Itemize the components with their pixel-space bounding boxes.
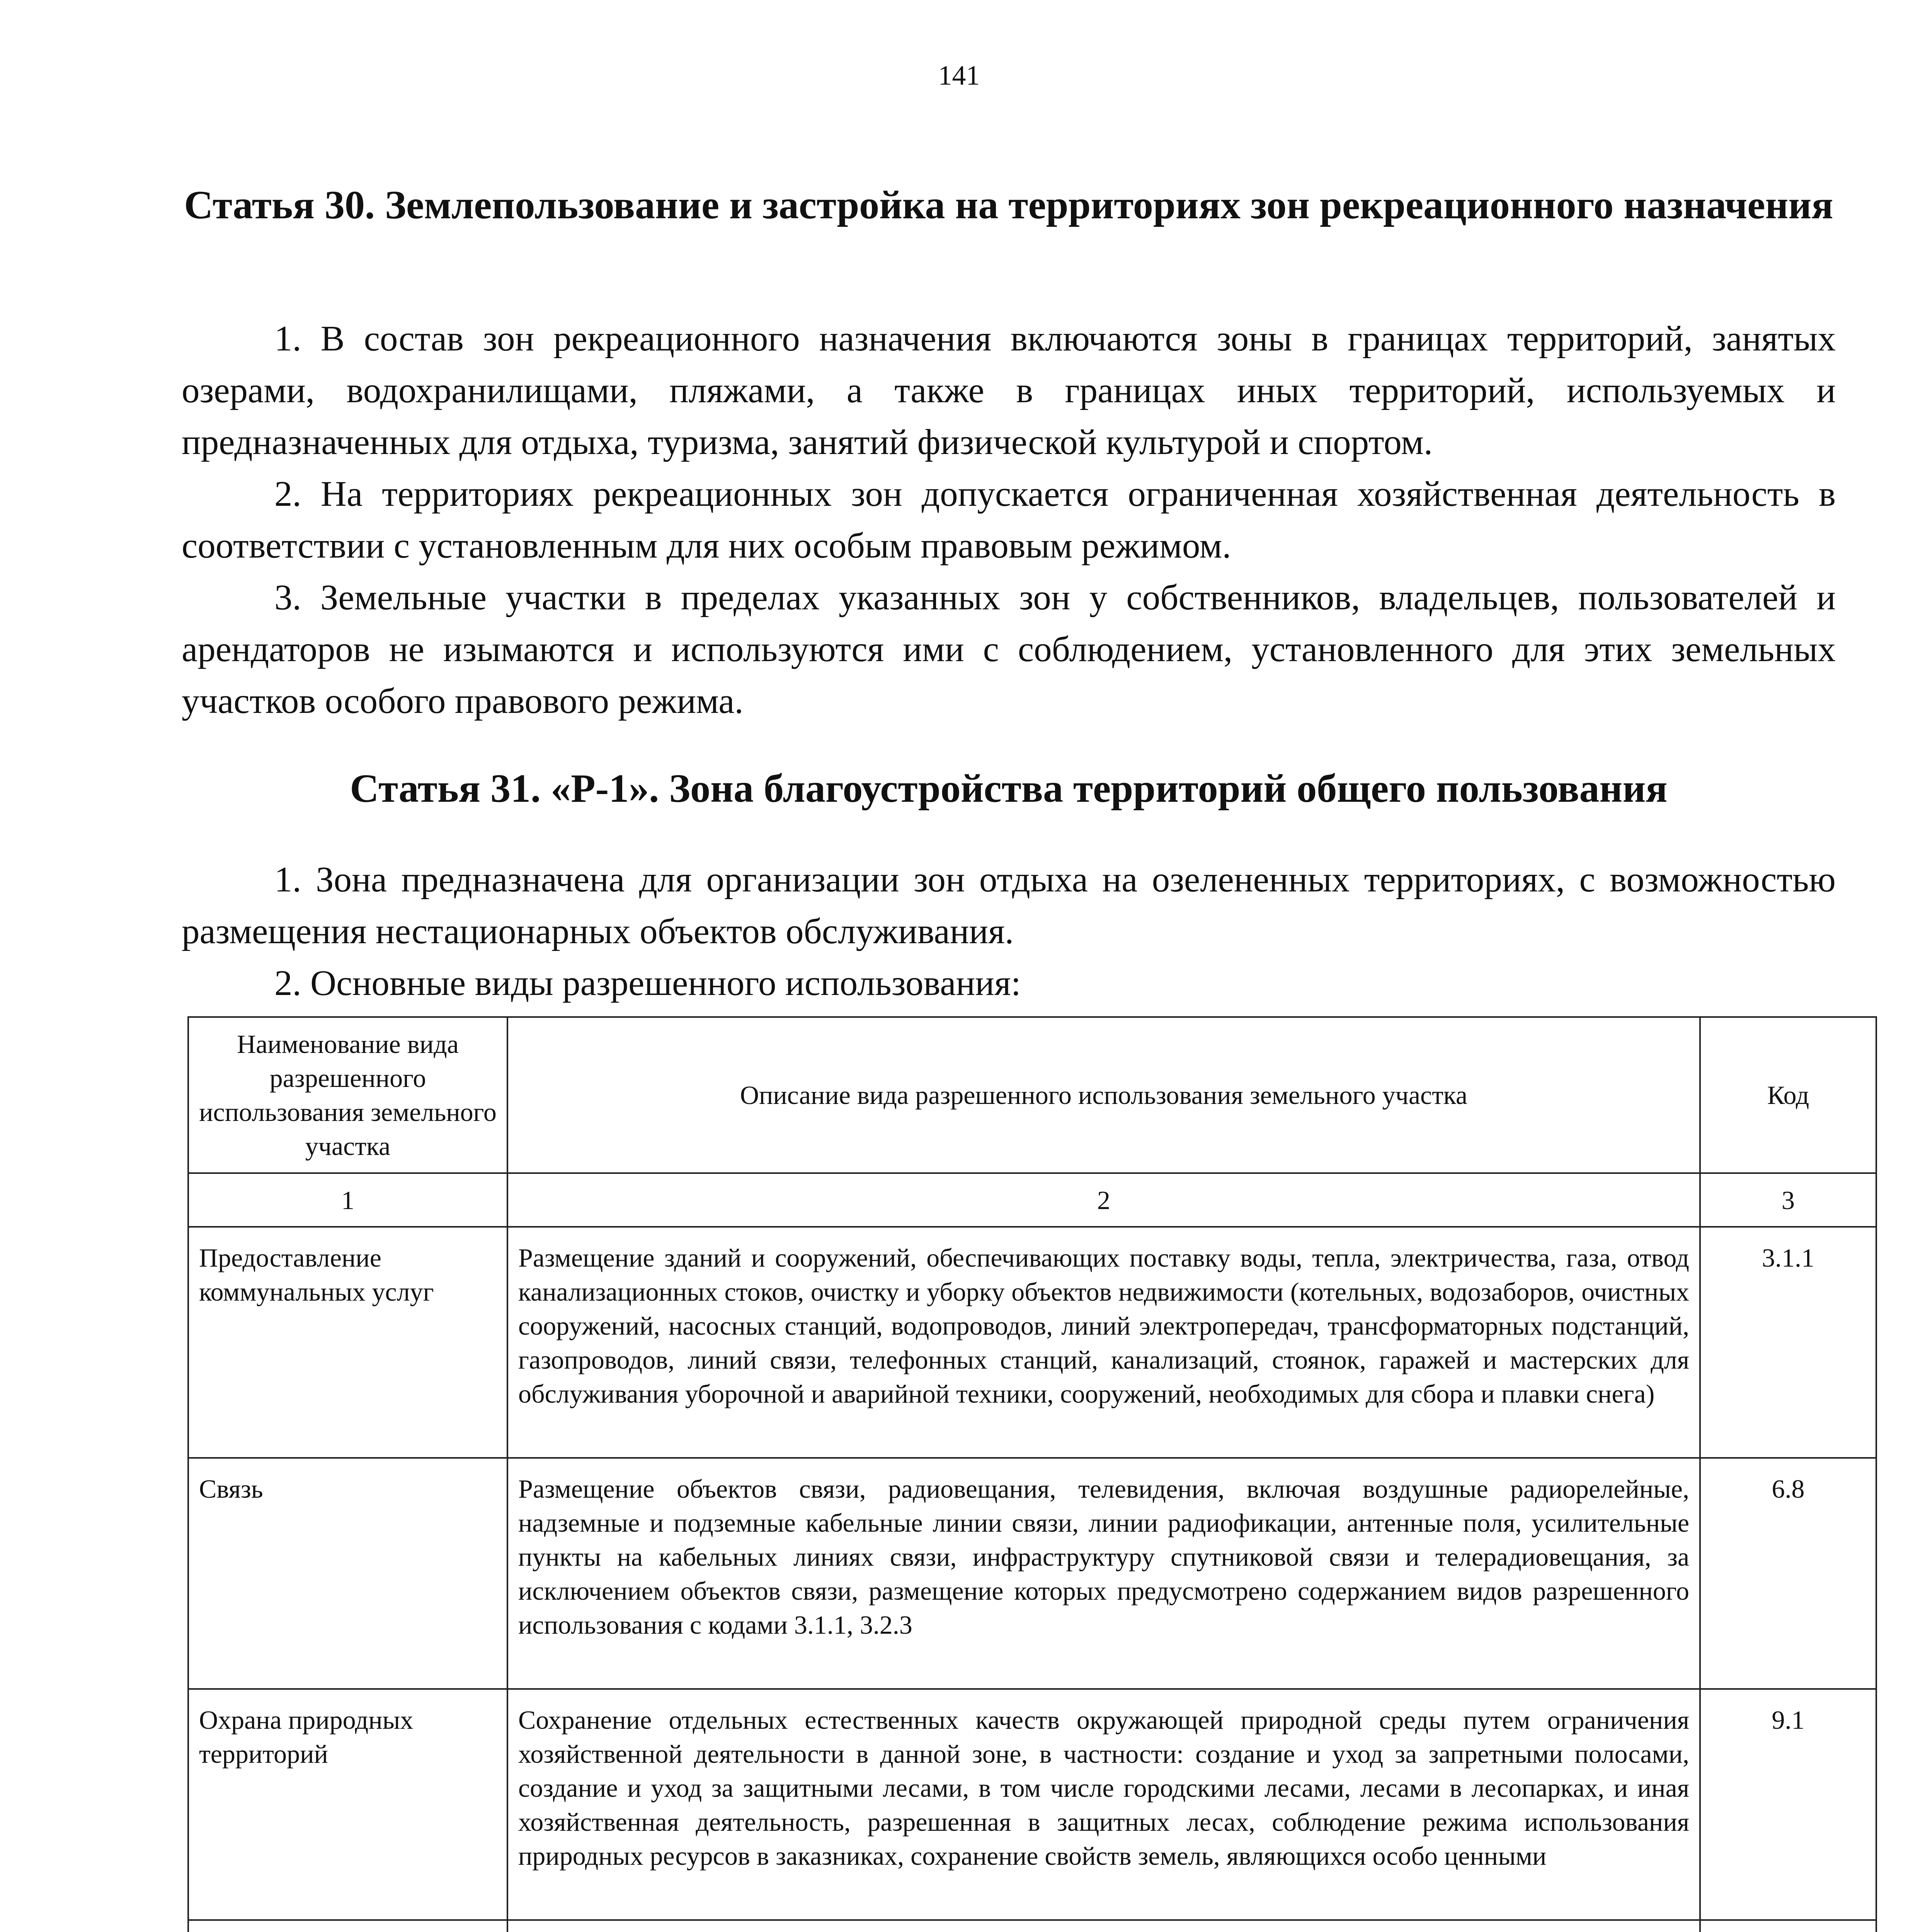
- use-code-cell: [1700, 1920, 1876, 1932]
- use-name-cell: Предоставление коммунальных услуг: [188, 1227, 507, 1458]
- use-name-cell: [188, 1920, 507, 1932]
- table-header-row: [188, 1017, 1876, 1173]
- use-description-cell: Сохранение отдельных естественных качеств окружающей природной среды путем ограничения хозяйственной деятельности в данной зоне, в частности: создание и уход за запретными полосами, создание и уход за защитными лесами, в том числе городскими лесами, лесами в лесопарках, и иная хозяйственная деятельность, разрешенная в защитных лесах, соблюдение режима использования природных ресурсов в заказниках, сохранение свойств земель, являющихся особо ценными: [507, 1689, 1700, 1920]
- article-30-paragraph-2: 2. На территориях рекреационных зон допускается ограниченная хозяйственная деятельность в соответствии с установленным для них особым правовым режимом.: [182, 474, 1836, 566]
- article-31-body: [182, 854, 1836, 1009]
- table-row: [188, 1227, 1876, 1458]
- use-description-cell: Размещение зданий и сооружений, обеспечивающих поставку воды, тепла, электричества, газа, отвод канализационных стоков, очистку и уборку объектов недвижимости (котельных, водозаборов, очистных сооружений, насосных станций, водопроводов, линий электропередач, трансформаторных подстанций, газопроводов, линий связи, телефонных станций, канализаций, стоянок, гаражей и мастерских для обслуживания уборочной и аварийной техники, сооружений, необходимых для сбора и плавки снега): [507, 1227, 1700, 1458]
- article-30-paragraph-3: 3. Земельные участки в пределах указанных зон у собственников, владельцев, пользователей и арендаторов не изымаются и используются ими с соблюдением, установленного для этих земельных участков особого правового режима.: [182, 578, 1836, 721]
- use-code-cell: 9.1: [1700, 1689, 1876, 1920]
- use-description-cell: Размещение объектов связи, радиовещания, телевидения, включая воздушные радиорелейные, надземные и подземные кабельные линии связи, линии радиофикации, антенные поля, усилительные пункты на кабельных линиях связи, инфраструктуру спутниковой связи и телерадиовещания, за исключением объектов связи, размещение которых предусмотрено содержанием видов разрешенного использования с кодами 3.1.1, 3.2.3: [507, 1458, 1700, 1689]
- article-31-paragraph-2: 2. Основные виды разрешенного использования:: [274, 963, 1021, 1003]
- column-number-3: 3: [1700, 1173, 1876, 1227]
- table-row: [188, 1689, 1876, 1920]
- use-name-cell: Охрана природных территорий: [188, 1689, 507, 1920]
- table-column-number-row: [188, 1173, 1876, 1227]
- article-31-title: Статья 31. «Р-1». Зона благоустройства территорий общего пользования: [350, 766, 1668, 811]
- header-code: Код: [1700, 1017, 1876, 1173]
- header-use-name: Наименование вида разрешенного использования земельного участка: [188, 1017, 507, 1173]
- header-use-description: Описание вида разрешенного использования земельного участка: [507, 1017, 1700, 1173]
- article-31-paragraph-1: 1. Зона предназначена для организации зон отдыха на озелененных территориях, с возможностью размещения нестационарных объектов обслуживания.: [182, 860, 1836, 951]
- use-code-cell: 3.1.1: [1700, 1227, 1876, 1458]
- column-number-1: 1: [188, 1173, 507, 1227]
- article-30-body: [182, 313, 1836, 727]
- table-row: [188, 1458, 1876, 1689]
- page-number: 141: [938, 60, 980, 91]
- use-code-cell: 6.8: [1700, 1458, 1876, 1689]
- article-30-paragraph-1: 1. В состав зон рекреационного назначения включаются зоны в границах территорий, занятых озерами, водохранилищами, пляжами, а также в границах иных территорий, используемых и предназначенных для отдыха, туризма, занятий физической культурой и спортом.: [182, 319, 1836, 462]
- use-description-cell: [507, 1920, 1700, 1932]
- permitted-use-table: [187, 1016, 1877, 1932]
- use-name-cell: Связь: [188, 1458, 507, 1689]
- column-number-2: 2: [507, 1173, 1700, 1227]
- table-row: [188, 1920, 1876, 1932]
- article-30-title: Статья 30. Землепользование и застройка на территориях зон рекреационного назначения: [184, 183, 1833, 227]
